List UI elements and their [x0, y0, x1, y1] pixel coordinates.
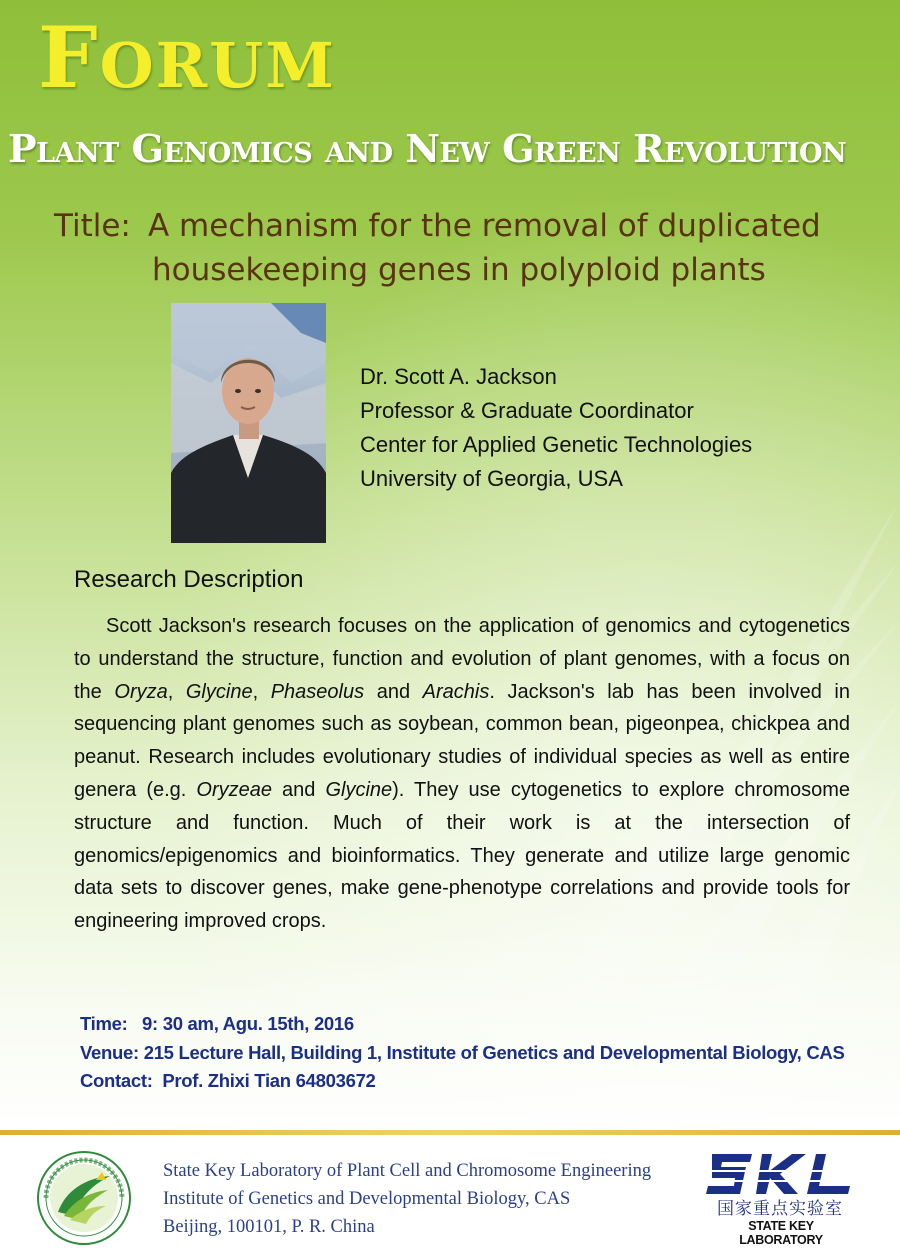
research-text: and — [271, 778, 326, 801]
institute-name: Institute of Genetics and Developmental Biology, CAS — [163, 1189, 571, 1209]
research-text: , — [252, 680, 271, 703]
contact-label: Contact: — [80, 1070, 153, 1091]
forum-first-letter: F — [38, 8, 100, 107]
research-text: and — [364, 680, 423, 703]
genus-name: Oryzeae — [196, 778, 272, 801]
research-heading: Research Description — [74, 566, 304, 593]
skl-english-name: STATE KEY LABORATORY — [739, 1219, 823, 1247]
speaker-photo — [171, 303, 326, 543]
research-text: ). They use cytogenetics to explore chromosome structure and function. Much of their work is at the intersection of genomics/epigenomics and bioinformatics. They generate and utilize large genomic data sets to discover genes, make gene-phenotype correlations and provide tools for engineering improved crops. — [74, 778, 850, 933]
genus-name: Arachis — [422, 680, 490, 703]
event-info — [80, 1010, 845, 1096]
time-label: Time: — [80, 1013, 128, 1034]
research-text: . Jackson's lab has been involved in sequencing plant genomes such as soybean, common bean, pigeonpea, chickpea and peanut. Research includes evolutionary studies of individual species as well as entire genera (e.g. — [74, 680, 850, 801]
footer-divider — [0, 1130, 900, 1135]
venue-label: Venue: — [80, 1041, 139, 1063]
city-address: Beijing, 100101, P. R. China — [163, 1217, 375, 1237]
talk-title — [54, 204, 874, 292]
research-text: Scott Jackson's research focuses on the application of genomics and cytogenetics to understand the structure, function and evolution of plant genomes, with a focus on the — [74, 615, 850, 703]
event-contact — [80, 1067, 845, 1096]
lab-name: State Key Laboratory of Plant Cell and Chromosome Engineering — [163, 1161, 652, 1181]
talk-title-line1: A mechanism for the removal of duplicated — [148, 208, 821, 244]
genus-name: Glycine — [325, 778, 393, 801]
forum-heading — [38, 8, 336, 107]
research-text: , — [167, 680, 186, 703]
footer-address — [163, 1157, 651, 1241]
contact-value: Prof. Zhixi Tian 64803672 — [162, 1070, 376, 1091]
research-description — [74, 610, 850, 938]
event-time — [80, 1010, 845, 1039]
speaker-info — [360, 360, 752, 496]
forum-rest-letters: ORUM — [99, 29, 336, 102]
time-value: 9: 30 am, Agu. 15th, 2016 — [142, 1013, 354, 1034]
speaker-department: Center for Applied Genetic Technologies — [360, 432, 753, 457]
genus-name: Glycine — [185, 680, 253, 703]
genus-name: Oryza — [114, 680, 168, 703]
event-venue — [80, 1039, 845, 1068]
speaker-name: Dr. Scott A. Jackson — [360, 364, 557, 389]
genus-name: Phaseolus — [270, 680, 365, 703]
forum-subtitle: Plant Genomics and New Green Revolution — [8, 126, 847, 171]
speaker-university: University of Georgia, USA — [360, 466, 623, 491]
institute-emblem-icon — [36, 1150, 132, 1246]
speaker-position: Professor & Graduate Coordinator — [360, 398, 694, 423]
venue-value: 215 Lecture Hall, Building 1, Institute of Genetics and Developmental Biology, CAS — [143, 1041, 845, 1063]
skl-chinese-name: 国家重点实验室 — [717, 1199, 843, 1219]
talk-title-line2: housekeeping genes in polyploid plants — [152, 252, 766, 288]
talk-title-label: Title: — [54, 208, 131, 244]
